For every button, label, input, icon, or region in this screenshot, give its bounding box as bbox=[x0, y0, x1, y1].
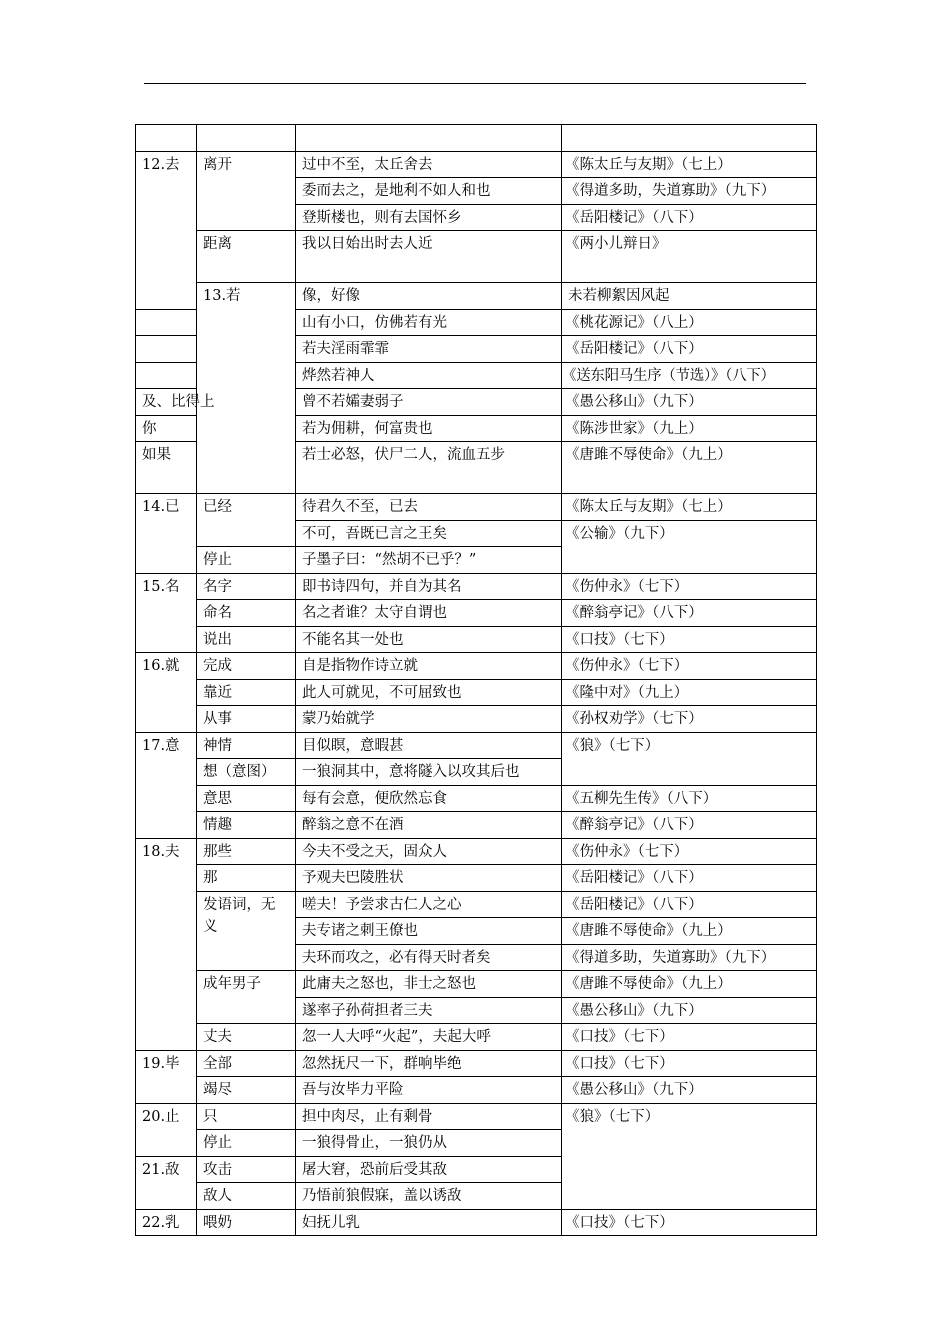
example-cell: 予观夫巴陵胜状 bbox=[296, 865, 562, 892]
source-cell: 《伤仲永》（七下） bbox=[562, 838, 817, 865]
word-cell: 14.已 bbox=[136, 494, 197, 574]
source-cell: 《伤仲永》（七下） bbox=[562, 573, 817, 600]
example-cell: 蒙乃始就学 bbox=[296, 706, 562, 733]
example-cell: 遂率子孙荷担者三夫 bbox=[296, 997, 562, 1024]
meaning-cell: 只 bbox=[197, 1103, 296, 1130]
example-cell: 目似瞑，意暇甚 bbox=[296, 732, 562, 759]
table-row bbox=[136, 971, 817, 998]
example-cell: 一狼得骨止，一狼仍从 bbox=[296, 1130, 562, 1157]
table-row bbox=[136, 812, 817, 839]
example-cell: 曾不若孀妻弱子 bbox=[296, 389, 562, 416]
source-cell: 《伤仲永》（七下） bbox=[562, 653, 817, 680]
example-cell: 不能名其一处也 bbox=[296, 626, 562, 653]
example-cell: 乃悟前狼假寐，盖以诱敌 bbox=[296, 1183, 562, 1210]
table-cell bbox=[197, 125, 296, 152]
meaning-cell: 那 bbox=[197, 865, 296, 892]
example-cell: 夫环而攻之，必有得天时者矣 bbox=[296, 944, 562, 971]
meaning-cell bbox=[136, 309, 197, 336]
example-cell: 嗟夫！予尝求古仁人之心 bbox=[296, 891, 562, 918]
table-row bbox=[136, 732, 817, 759]
source-cell: 《口技》（七下） bbox=[562, 1024, 817, 1051]
example-cell: 我以日始出时去人近 bbox=[296, 231, 562, 283]
source-cell: 《孙权劝学》（七下） bbox=[562, 706, 817, 733]
table-row-header-blank bbox=[136, 125, 817, 152]
example-cell: 此庸夫之怒也，非士之怒也 bbox=[296, 971, 562, 998]
table-row bbox=[136, 785, 817, 812]
source-cell: 《得道多助，失道寡助》（九下） bbox=[562, 178, 817, 205]
table-row bbox=[136, 706, 817, 733]
table-row bbox=[136, 494, 817, 521]
source-cell: 《愚公移山》（九下） bbox=[562, 389, 817, 416]
example-cell: 若为佣耕，何富贵也 bbox=[296, 415, 562, 442]
table-row bbox=[136, 838, 817, 865]
word-cell: 19.毕 bbox=[136, 1050, 197, 1103]
meaning-cell: 丈夫 bbox=[197, 1024, 296, 1051]
source-cell: 《陈涉世家》（九上） bbox=[562, 415, 817, 442]
source-cell: 《岳阳楼记》（八下） bbox=[562, 204, 817, 231]
example-cell: 不可，吾既已言之王矣 bbox=[296, 520, 562, 547]
meaning-cell: 神情 bbox=[197, 732, 296, 759]
example-cell: 吾与汝毕力平险 bbox=[296, 1077, 562, 1104]
source-cell: 《愚公移山》（九下） bbox=[562, 1077, 817, 1104]
meaning-cell: 竭尽 bbox=[197, 1077, 296, 1104]
table-row bbox=[136, 891, 817, 918]
example-cell: 忽一人大呼“火起”，夫起大呼 bbox=[296, 1024, 562, 1051]
table-row bbox=[136, 626, 817, 653]
example-cell: 夫专诸之刺王僚也 bbox=[296, 918, 562, 945]
meaning-cell: 喂奶 bbox=[197, 1209, 296, 1236]
example-cell: 烨然若神人 bbox=[296, 362, 562, 389]
example-cell: 即书诗四句，并自为其名 bbox=[296, 573, 562, 600]
example-cell: 登斯楼也，则有去国怀乡 bbox=[296, 204, 562, 231]
meaning-cell: 名字 bbox=[197, 573, 296, 600]
source-cell: 《五柳先生传》（八下） bbox=[562, 785, 817, 812]
example-cell: 山有小口，仿佛若有光 bbox=[296, 309, 562, 336]
meaning-cell: 那些 bbox=[197, 838, 296, 865]
table-cell bbox=[136, 125, 197, 152]
meaning-cell: 离开 bbox=[197, 151, 296, 231]
meaning-cell: 意思 bbox=[197, 785, 296, 812]
table-row bbox=[136, 1209, 817, 1236]
source-cell: 《口技》（七下） bbox=[562, 626, 817, 653]
source-cell: 《醉翁亭记》（八下） bbox=[562, 812, 817, 839]
meaning-cell: 及、比得上 bbox=[136, 389, 197, 416]
example-cell: 委而去之，是地利不如人和也 bbox=[296, 178, 562, 205]
source-cell: 《口技》（七下） bbox=[562, 1050, 817, 1077]
source-cell: 《狼》（七下） bbox=[562, 1103, 817, 1209]
word-cell: 15.名 bbox=[136, 573, 197, 653]
example-cell: 担中肉尽，止有剩骨 bbox=[296, 1103, 562, 1130]
meaning-cell: 你 bbox=[136, 415, 197, 442]
source-cell: 《桃花源记》（八上） bbox=[562, 309, 817, 336]
source-cell: 《唐雎不辱使命》（九上） bbox=[562, 442, 817, 494]
example-cell: 若士必怒，伏尸二人，流血五步 bbox=[296, 442, 562, 494]
meaning-cell bbox=[136, 336, 197, 363]
source-cell: 《岳阳楼记》（八下） bbox=[562, 891, 817, 918]
source-cell: 《得道多助，失道寡助》（九下） bbox=[562, 944, 817, 971]
meaning-cell: 靠近 bbox=[197, 679, 296, 706]
meaning-cell: 说出 bbox=[197, 626, 296, 653]
header-rule bbox=[144, 83, 806, 84]
source-cell: 《两小儿辩日》 bbox=[562, 231, 817, 283]
table-row bbox=[136, 865, 817, 892]
table-row bbox=[136, 600, 817, 627]
source-cell: 《愚公移山》（九下） bbox=[562, 997, 817, 1024]
meaning-cell bbox=[136, 362, 197, 389]
example-cell: 一狼洞其中，意将隧入以攻其后也 bbox=[296, 759, 562, 786]
meaning-cell: 全部 bbox=[197, 1050, 296, 1077]
table-row bbox=[136, 1103, 817, 1130]
table-row bbox=[136, 573, 817, 600]
example-cell: 待君久不至，已去 bbox=[296, 494, 562, 521]
meaning-cell: 像，好像 bbox=[296, 283, 562, 310]
word-cell: 17.意 bbox=[136, 732, 197, 838]
source-cell: 《唐雎不辱使命》（九上） bbox=[562, 918, 817, 945]
meaning-cell: 成年男子 bbox=[197, 971, 296, 1024]
source-cell: 《陈太丘与友期》（七上） bbox=[562, 151, 817, 178]
table-row bbox=[136, 151, 817, 178]
source-cell: 《陈太丘与友期》（七上） bbox=[562, 494, 817, 521]
meaning-cell: 完成 bbox=[197, 653, 296, 680]
source-cell: 《唐雎不辱使命》（九上） bbox=[562, 971, 817, 998]
source-cell: 《岳阳楼记》（八下） bbox=[562, 865, 817, 892]
table-row bbox=[136, 1050, 817, 1077]
source-cell: 《隆中对》（九上） bbox=[562, 679, 817, 706]
table-cell bbox=[296, 125, 562, 152]
example-cell: 自是指物作诗立就 bbox=[296, 653, 562, 680]
example-cell: 忽然抚尺一下，群响毕绝 bbox=[296, 1050, 562, 1077]
source-cell: 《公输》（九下） bbox=[562, 520, 817, 573]
word-cell: 21.敌 bbox=[136, 1156, 197, 1209]
meaning-cell: 距离 bbox=[197, 231, 296, 283]
table-row bbox=[136, 283, 817, 310]
source-cell: 《狼》（七下） bbox=[562, 732, 817, 785]
word-cell: 12.去 bbox=[136, 151, 197, 309]
meaning-cell: 情趣 bbox=[197, 812, 296, 839]
word-cell: 13.若 bbox=[197, 283, 296, 494]
example-cell: 今夫不受之天，固众人 bbox=[296, 838, 562, 865]
meaning-cell: 想（意图） bbox=[197, 759, 296, 786]
word-cell: 20.止 bbox=[136, 1103, 197, 1156]
example-cell: 妇抚儿乳 bbox=[296, 1209, 562, 1236]
meaning-cell: 停止 bbox=[197, 1130, 296, 1157]
example-cell: 子墨子曰：“然胡不已乎？” bbox=[296, 547, 562, 574]
table-row bbox=[136, 1077, 817, 1104]
meaning-cell: 发语词，无义 bbox=[197, 891, 296, 971]
source-cell: 《醉翁亭记》（八下） bbox=[562, 600, 817, 627]
meaning-cell: 敌人 bbox=[197, 1183, 296, 1210]
table-cell bbox=[562, 125, 817, 152]
meaning-cell: 停止 bbox=[197, 547, 296, 574]
source-cell: 《岳阳楼记》（八下） bbox=[562, 336, 817, 363]
meaning-cell: 攻击 bbox=[197, 1156, 296, 1183]
source-cell: 《送东阳马生序（节选）》（八下） bbox=[562, 362, 817, 389]
classical-chinese-vocabulary-table bbox=[135, 124, 817, 1236]
example-cell: 屠大窘，恐前后受其敌 bbox=[296, 1156, 562, 1183]
meaning-cell: 已经 bbox=[197, 494, 296, 547]
word-cell: 18.夫 bbox=[136, 838, 197, 1050]
example-cell: 过中不至，太丘舍去 bbox=[296, 151, 562, 178]
meaning-cell: 如果 bbox=[136, 442, 197, 494]
example-cell: 若夫淫雨霏霏 bbox=[296, 336, 562, 363]
meaning-cell: 从事 bbox=[197, 706, 296, 733]
word-cell: 22.乳 bbox=[136, 1209, 197, 1236]
source-cell: 《口技》（七下） bbox=[562, 1209, 817, 1236]
table-row bbox=[136, 653, 817, 680]
example-cell: 每有会意，便欣然忘食 bbox=[296, 785, 562, 812]
example-cell: 未若柳絮因风起 bbox=[562, 283, 817, 310]
word-cell: 16.就 bbox=[136, 653, 197, 733]
table-row bbox=[136, 231, 817, 283]
meaning-cell: 命名 bbox=[197, 600, 296, 627]
table-row bbox=[136, 1024, 817, 1051]
example-cell: 名之者谁？太守自谓也 bbox=[296, 600, 562, 627]
table-row bbox=[136, 679, 817, 706]
example-cell: 此人可就见，不可屈致也 bbox=[296, 679, 562, 706]
example-cell: 醉翁之意不在酒 bbox=[296, 812, 562, 839]
